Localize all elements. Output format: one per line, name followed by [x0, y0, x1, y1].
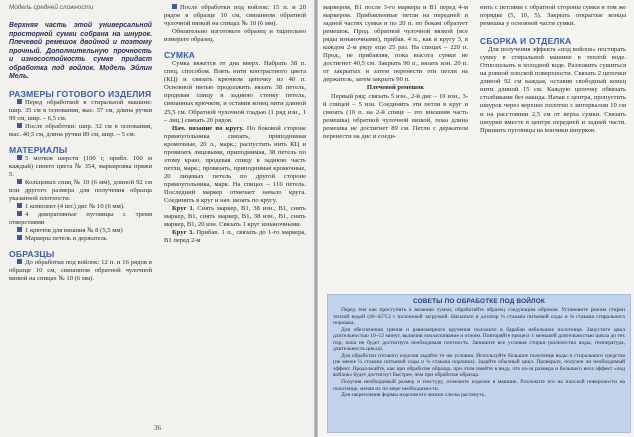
materials-heading: МАТЕРИАЛЫ	[9, 144, 68, 155]
materials-item: 5 мотков шерсти (100 г, прибл. 100 м каждый) синего цвета № 354, маркировка пряжи 5.	[9, 154, 152, 178]
intro-lead: Верхняя часть этой универсальной просторной сумки собрана на шнурок. Плечевой ремешок двойной и поэтому прочный. Дополнительную прочность и износостойкость сумке придаст обработка под войлок. Модель Эйлин Мель.	[9, 22, 152, 81]
strap-heading: Плечевой ремешок	[366, 84, 425, 92]
left-column-2	[164, 4, 306, 245]
bullet-icon	[17, 155, 22, 160]
bag-heading: СУМКА	[164, 50, 196, 61]
right-page	[318, 0, 634, 437]
page-header: Модель средней сложности	[9, 4, 94, 11]
samples-item: После обработки под войлок: 15 п. и 20 рядов в образце 10 см, связанном обратной чулочной вязкой на спицах № 10 (6 мм).	[164, 4, 306, 28]
bullet-icon	[17, 235, 22, 240]
materials-item: 1 крючок для вязания № 8 (5,5 мм)	[9, 227, 152, 235]
materials-item: 1 комплект (4 шт.) дис № 10 (6 мм).	[9, 203, 152, 211]
left-column-1	[9, 4, 152, 283]
tips-paragraph: Для обработки готового изделия задайте те же условия. Используйте большое полотенце воды и стирального средства (не менее ¼ стакана питьевой соды и ⅛ стакана порошка). Задайте обычный цикл. Проверьте, получен ли необходимый эффект. Продолжайте, как при обработке образца, при этом имейте в виду, что из-за размера и большего веса эффект «под войлок» будет достигнут быстрее, чем при обработке образца.	[333, 352, 625, 379]
page-number: 36	[154, 424, 161, 432]
bullet-icon	[17, 259, 22, 264]
bag-paragraph: Круг 3. Прибав. 1 п., связать до 1-го маркера, В1 перед 2-м	[164, 229, 306, 245]
tips-title: СОВЕТЫ ПО ОБРАБОТКЕ ПОД ВОЙЛОК	[412, 298, 546, 305]
tips-paragraph: Получив необходимый размер и текстуру, отожмите изделие в машине. Разложите его на плоской поверхности на полотенце, меняя их по мере необходимости.	[333, 379, 625, 392]
bullet-icon	[17, 99, 22, 104]
samples-heading: ОБРАЗЦЫ	[9, 249, 55, 260]
bullet-icon	[17, 179, 22, 184]
bullet-icon	[17, 211, 22, 216]
samples-item: До обработки под войлок: 12 п. и 16 рядов в образце 10 см, связанном обратной чулочной вязкой на спицах № 10 (6 мм).	[9, 259, 152, 283]
right-column-2	[480, 4, 626, 135]
sizes-item: Перед обработкой в стиральной машине: шир. 35 см в основании, выс. 37 см, длина ручки 99 см, шир. – 6,5 см.	[9, 98, 152, 122]
strap-paragraph: нить с петлями с обратной стороны сумки в том же порядке (5, 10, 5). Закрыть открытые концы ремешка у основной части сумки.	[480, 4, 626, 28]
tips-paragraph: Для закрепления формы изделия его можно слегка растянуть.	[341, 392, 486, 399]
tips-body	[328, 307, 630, 399]
strap-paragraph: Первый ряд: связать 5 изн., 2-й дис – 10 изн., 3-й спицей – 5 изн. Соединить эти петли в круг и связать (10 п. на 2-й спице – это внешняя часть ремешка) обратной чулочной вязкой, пока длина ремешка не достигнет 89 см. Петли с держателя перенести на дис и соеди-	[323, 92, 468, 140]
sizes-item: После обработки: шир. 32 см в основании, выс. 40,5 см, длина ручки 89 см, шир. – 5 см.	[9, 122, 152, 138]
bullet-icon	[17, 227, 22, 232]
felting-tips-box	[327, 294, 631, 433]
sample-note: Обязательно изготовьте образец и тщательно измерьте образец.	[164, 28, 306, 44]
bullet-icon	[172, 4, 177, 9]
left-page	[0, 0, 314, 437]
sizes-heading: РАЗМЕРЫ ГОТОВОГО ИЗДЕЛИЯ	[9, 88, 152, 99]
bullet-icon	[17, 123, 22, 128]
tips-paragraph: Для обеспечения трения и равномерного кручения положите в барабан небольшое полотенце. Запустите цикл длительностью 10–12 минут, включив ополаскивание и отжим. Повторяйте процесс с меньшей длительностью цикла до тех пор, пока не будет достигнута необходимая плотность. Запишите все условия стирки (количество воды, температура, длительность цикла).	[333, 326, 625, 353]
materials-item: 4 декоративные пуговицы с тремя отверстиями	[9, 211, 152, 227]
materials-item: Маркеры петель и держатель	[9, 235, 152, 243]
right-column-1	[323, 4, 468, 141]
bag-paragraph: Сумка вяжется от дна вверх. Набрать 38 п. спец. способом. Взять нити контрастного цвета (КЦ) и связать крючком цепочку из 40 п. Основной нитью продолжить вязать 38 петель, продевая спицу в заднюю стенку петель, связанных крючком, и оставив конец нити длиной 25,5 см. Обратной чулочной гладью (1 ряд изн., 1 – лиц.) связать 20 рядов.	[164, 60, 306, 124]
bag-paragraph: Круг 1. Снять маркер, В1, 38 изн., В1, снять маркер, В1, снять маркер, В1, 38 изн., В1, снять маркер, В1, 20 изн. Связать 1 круг изнаночными.	[164, 205, 306, 229]
materials-item: Кольцевых спиц № 10 (6 мм), длиной 92 см или другого размера для получения образца указанной плотности.	[9, 178, 152, 203]
bag-paragraph: Нач. вязание по кругу. По боковой стороне прямоугольника связать, приподнимая кромочные, 20 л., марк.; распустить нить КЦ и провязать лицевыми, приподнимая, 38 петель по этому краю, продевая спицу в заднюю часть петли, марк.; провязать, приподнимая кромочные, 20 лицевых петель по другой стороне прямоугольника, марк. На спицах – 116 петель. Последний маркер отмечает начало круга. Соединить в круг и нач. вязать по кругу.	[164, 124, 306, 205]
bullet-icon	[17, 203, 22, 208]
assembly-heading: СБОРКА И ОТДЕЛКА	[480, 36, 572, 47]
tips-paragraph: Перед тем как приступить к вязанию сумки, обработайте образец следующим образом: Установите режим стирки теплой водой (40–45°С) с полоновой загрузкой. Насыпьте в дозатор ¼ стакана питьевой соды и ⅛ стакана стирального порошка.	[333, 307, 625, 327]
assembly-paragraph: Для получения эффекта «под войлок» постирать сумку в стиральной машине в теплой воде. Отполоскать в холодной воде. Разложить сушиться на ровной плоской поверхности. Связать 2 цепочки длиной 92 см каждая, оставив свободный конец нити длиной 15 см. Каждую цепочку обвязать столбиками без накида. Начав с центра, пропустить шнурок через верхнее полотно с интервалом 10 см и на расстоянии 2,5 см от верха сумки. Связать шнурки вместе в центре передней и задней части. Пришить пуговицы на кончики шнурков.	[480, 46, 626, 134]
bag-paragraph: маркером, В1 после 3-го маркера и В1 перед 4-м маркером. Прибавленные петли на передней и задней частях сумки и по 20 п. по бокам образует ремешок. Прод. обратной чулочной вязкой (все ряды изнаночными), прибав. 4 п., как в кругу 3, в каждом 2-м ряду еще 25 раз. На спицах – 220 п. Прод., не прибавляя, пока высота сумки не достигнет 40,5 см. Закрыть 90 п., вязать изн. 20 п. от закрытых и затем перенести эти петли на держатель, затем закрыть 90 п.	[323, 4, 468, 84]
